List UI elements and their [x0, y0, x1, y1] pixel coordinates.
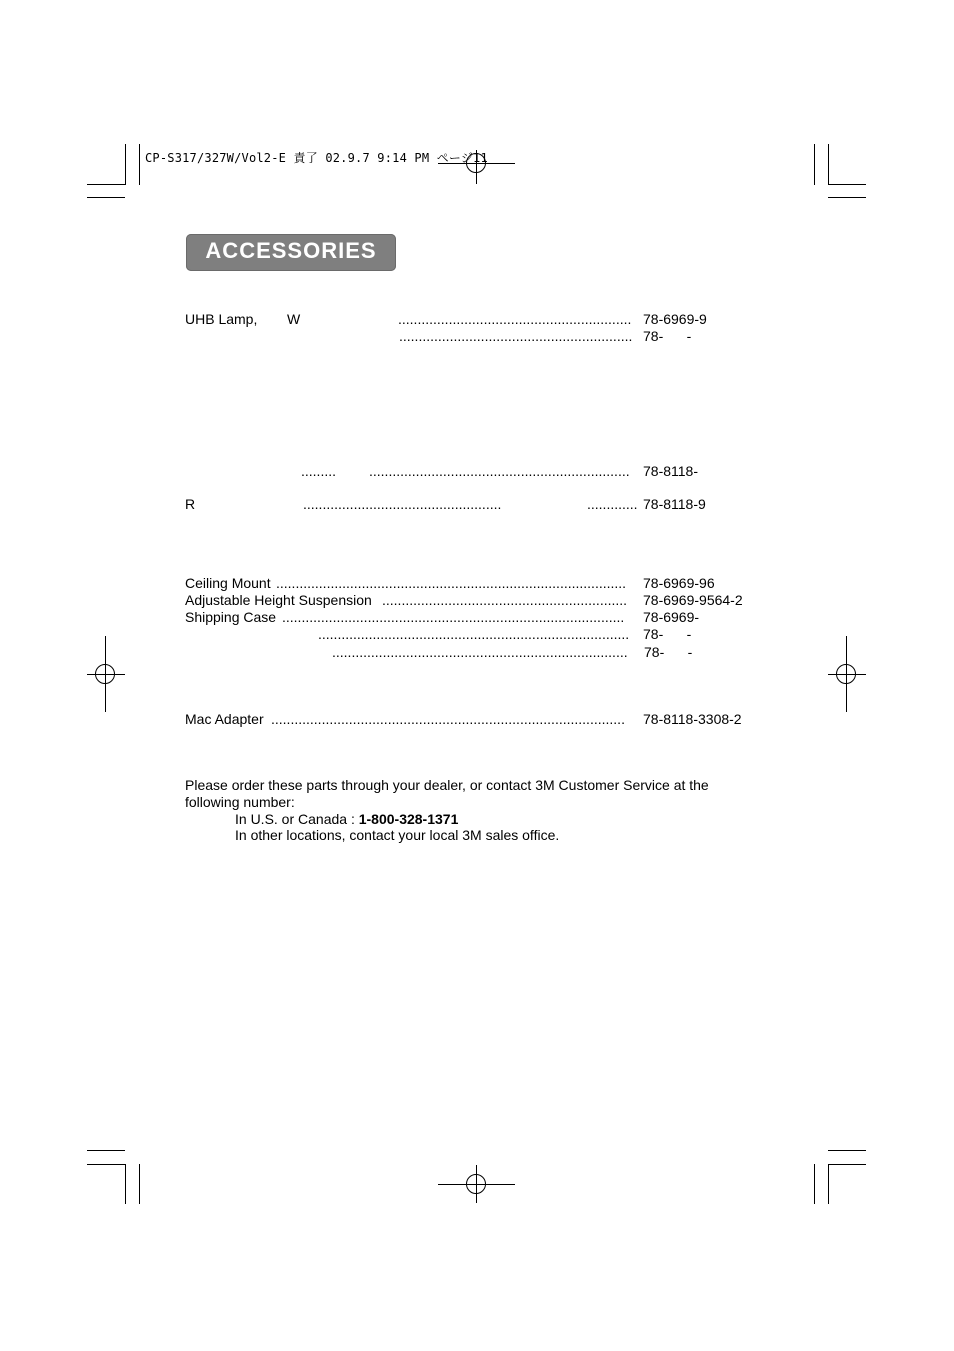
item-leader-dots: ............................................................	[399, 328, 633, 344]
item-leader-dots: ........................................................................................	[282, 609, 625, 625]
item-extra: .........	[301, 463, 337, 479]
crop-mark	[125, 1164, 126, 1204]
item-part-number: 78-6969-9	[643, 311, 707, 327]
item-label: Ceiling Mount	[185, 575, 271, 591]
item-part-number: 78-8118-	[643, 463, 699, 479]
contact-line: Please order these parts through your dealer, or contact 3M Customer Service at the	[185, 777, 709, 793]
crop-mark	[814, 1164, 815, 1204]
item-part-number: 78- -	[643, 328, 692, 344]
item-part-number: 78-8118-3308-2	[643, 711, 742, 727]
crop-mark	[125, 144, 126, 185]
crop-mark	[139, 144, 140, 185]
item-part-number: 78-8118-9	[643, 496, 706, 512]
item-part-number: 78-6969-9564-2	[643, 592, 743, 608]
crop-mark	[828, 1164, 829, 1204]
item-label: UHB Lamp,	[185, 311, 258, 327]
item-leader-dots: ..........................................................................................	[276, 575, 627, 591]
crop-mark	[828, 184, 866, 185]
item-leader-dots: .............	[587, 496, 638, 512]
crop-mark	[139, 1164, 140, 1204]
item-leader-dots: ............................................................................	[332, 644, 628, 660]
item-part-number: 78-6969-96	[643, 575, 715, 591]
crop-mark	[828, 1150, 866, 1151]
item-extra: ...................................................	[303, 496, 502, 512]
item-label: Adjustable Height Suspension	[185, 592, 372, 608]
page-title: ACCESSORIES	[205, 238, 377, 263]
item-leader-dots: ...............................................................	[382, 592, 628, 608]
crop-mark	[87, 184, 125, 185]
item-part-number: 78- -	[644, 644, 693, 660]
contact-line: following number:	[185, 794, 295, 810]
crop-mark	[828, 1164, 866, 1165]
item-label: Shipping Case	[185, 609, 277, 625]
item-extra: W	[287, 311, 301, 327]
item-leader-dots: ............................................................	[398, 311, 632, 327]
item-label: Mac Adapter	[185, 711, 264, 727]
crop-mark	[814, 144, 815, 185]
item-part-number: 78- -	[643, 626, 692, 642]
phone-number: 1-800-328-1371	[358, 811, 459, 827]
item-leader-dots: ................................................................................	[318, 626, 630, 642]
crop-mark	[828, 197, 866, 198]
item-label: R	[185, 496, 196, 512]
crop-mark	[87, 197, 125, 198]
contact-us-canada	[235, 811, 458, 828]
contact-us-label: In U.S. or Canada :	[235, 811, 359, 827]
contact-other-locations: In other locations, contact your local 3M sales office.	[235, 827, 560, 843]
section-heading-badge	[186, 234, 396, 271]
item-leader-dots: ...................................................................	[369, 463, 630, 479]
crop-mark	[87, 1164, 125, 1165]
print-slug: CP-S317/327W/Vol2-E 責了 02.9.7 9:14 PM ページ11	[145, 151, 488, 165]
crop-mark	[828, 144, 829, 185]
crop-mark	[87, 1150, 125, 1151]
item-part-number: 78-6969-	[643, 609, 700, 625]
item-leader-dots: ...........................................................................................	[271, 711, 625, 727]
